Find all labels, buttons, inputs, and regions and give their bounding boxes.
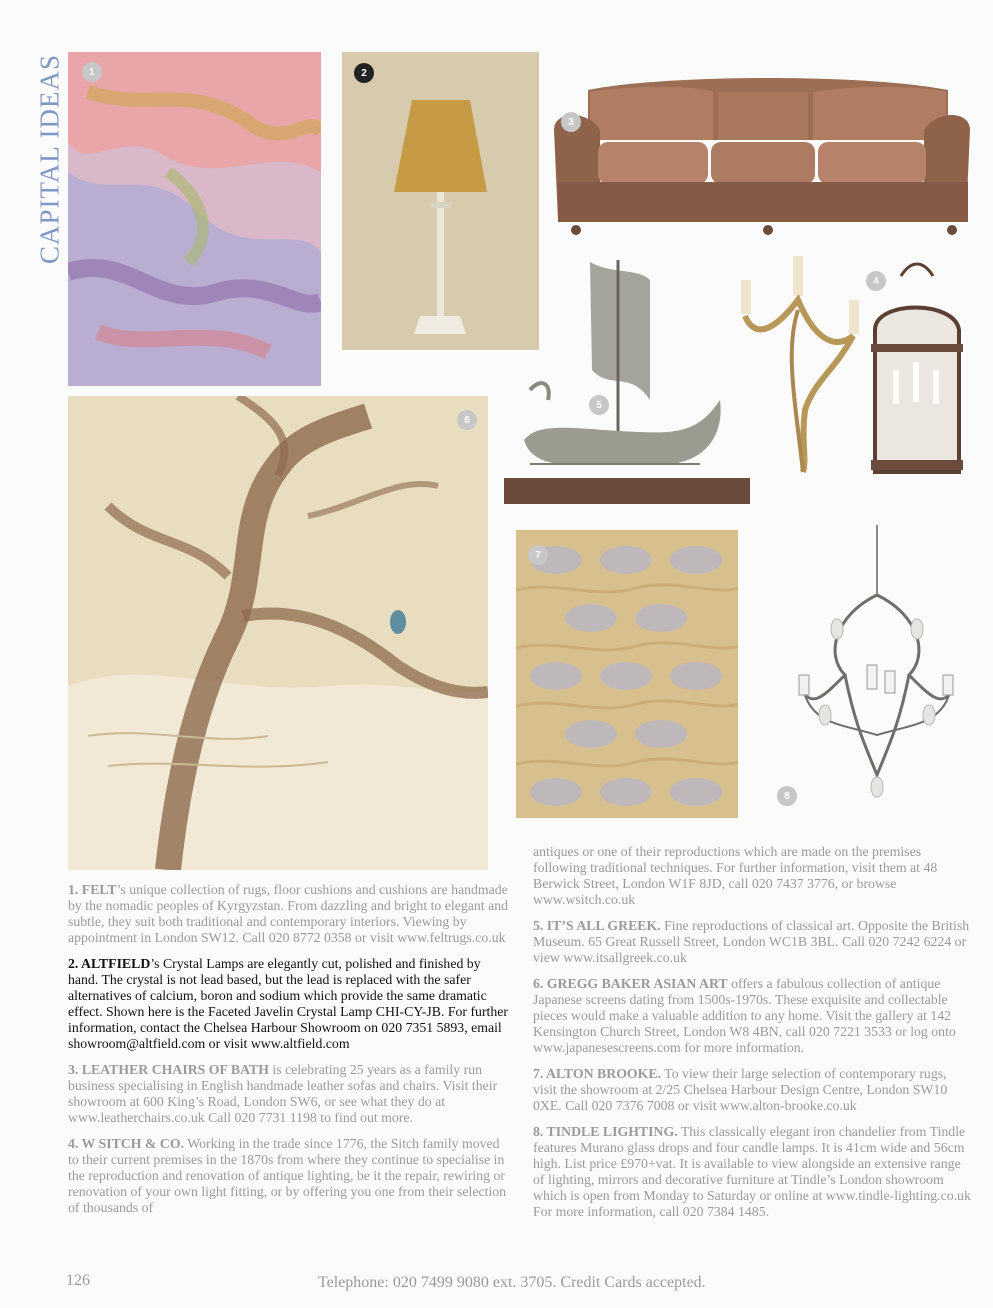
photo-number-badge: 5 [589,395,609,415]
left-text-column [68,882,508,1226]
entry-w-sitch: 4. W SITCH & CO. Working in the trade since 1776, the Sitch family moved to their current premises in the 1870s from where they continue to specialise in the reproduction and renovation of antique lighting, be it the repair, rewiring or renovation of your own light fitting, or by offering you one from their selection of thousands of [68,1136,507,1215]
photo-number-badge: 4 [866,271,886,291]
entry-felt: 1. FELT’s unique collection of rugs, floor cushions and cushions are handmade by the nomadic peoples of Kyrgyzstan. From dazzling and bright to elegant and subtle, they suit both traditional and contemporary interiors. Viewing by appointment in London SW12. Call 020 8772 0358 or visit www.feltrugs.co.uk [68,882,508,945]
leather-sofa-photo [548,70,976,250]
entry-w-sitch-continued: antiques or one of their reproductions which are made on the premises following traditional techniques. For further information, visit them at 48 Berwick Street, London W1F 8JD, call 020 7437 3776, or browse www.wsitch.co.uk [533,844,938,907]
right-text-column [533,844,973,1230]
entry-leather-chairs: 3. LEATHER CHAIRS OF BATH is celebrating 25 years as a family run business specialising in English handmade leather sofas and chairs. Visit their showroom at 600 King’s Road, London SW6, or see what they do at www.leatherchairs.co.uk Call 020 7731 1198 to find out more. [68,1062,498,1125]
felt-rug-photo [68,52,321,386]
entry-alton-brooke: 7. ALTON BROOKE. To view their large selection of contemporary rugs, visit the showroom at 2/25 Chelsea Harbour Design Centre, London SW10 0XE. Call 020 7376 7008 or visit www.alton-brooke.co.uk [533,1066,948,1113]
iron-chandelier-photo [775,525,960,815]
photo-number-badge: 3 [561,112,581,132]
japanese-screen-photo [68,396,488,870]
entry-its-all-greek: 5. IT’S ALL GREEK. Fine reproductions of classical art. Opposite the British Museum. 65 Great Russell Street, London WC1B 3BL. Call 020 7242 6224 or view www.itsallgreek.co.uk [533,918,970,965]
footer-telephone-note: Telephone: 020 7499 9080 ext. 3705. Credit Cards accepted. [318,1274,706,1291]
page-number: 126 [66,1272,90,1289]
entry-tindle-lighting: 8. TINDLE LIGHTING. This classically elegant iron chandelier from Tindle features Murano glass drops and four candle lamps. It is 41cm wide and 56cm high. List price £970+vat. It is available to view alongside an extensive range of lighting, mirrors and decorative furniture at Tindle’s London showroom which is open from Monday to Saturday or online at www.tindle-lighting.co.uk For more information, call 020 7384 1485. [533,1124,971,1219]
contemporary-rug-photo [516,530,738,818]
photo-number-badge: 7 [528,545,548,565]
photo-number-badge: 8 [777,786,797,806]
photo-number-badge: 1 [82,62,102,82]
sconce-and-lantern-photo [725,250,980,500]
entry-altfield: 2. ALTFIELD’s Crystal Lamps are elegantly cut, polished and finished by hand. The crystal is not lead based, but the lead is replaced with the safer alternatives of calcium, boron and sodium which provide the same dramatic effect. Shown here is the Faceted Javelin Crystal Lamp CHI-CY-JB. For further information, contact the Chelsea Harbour Showroom on 020 7351 5893, email showroom@altfield.com or visit www.altfield.com [68,956,508,1051]
entry-gregg-baker: 6. GREGG BAKER ASIAN ART offers a fabulous collection of antique Japanese screens dating from 1500s-1970s. These exquisite and collectable pieces would make a valuable addition to any home. Visit the gallery at 142 Kensington Church Street, London W8 4BN, call 020 7221 3533 or log onto www.japanesescreens.com for more information. [533,976,956,1055]
greek-ship-sculpture-photo [500,250,754,508]
photo-number-badge: 2 [354,63,374,83]
photo-number-badge: 6 [457,410,477,430]
section-title: CAPITAL IDEAS [34,53,65,265]
